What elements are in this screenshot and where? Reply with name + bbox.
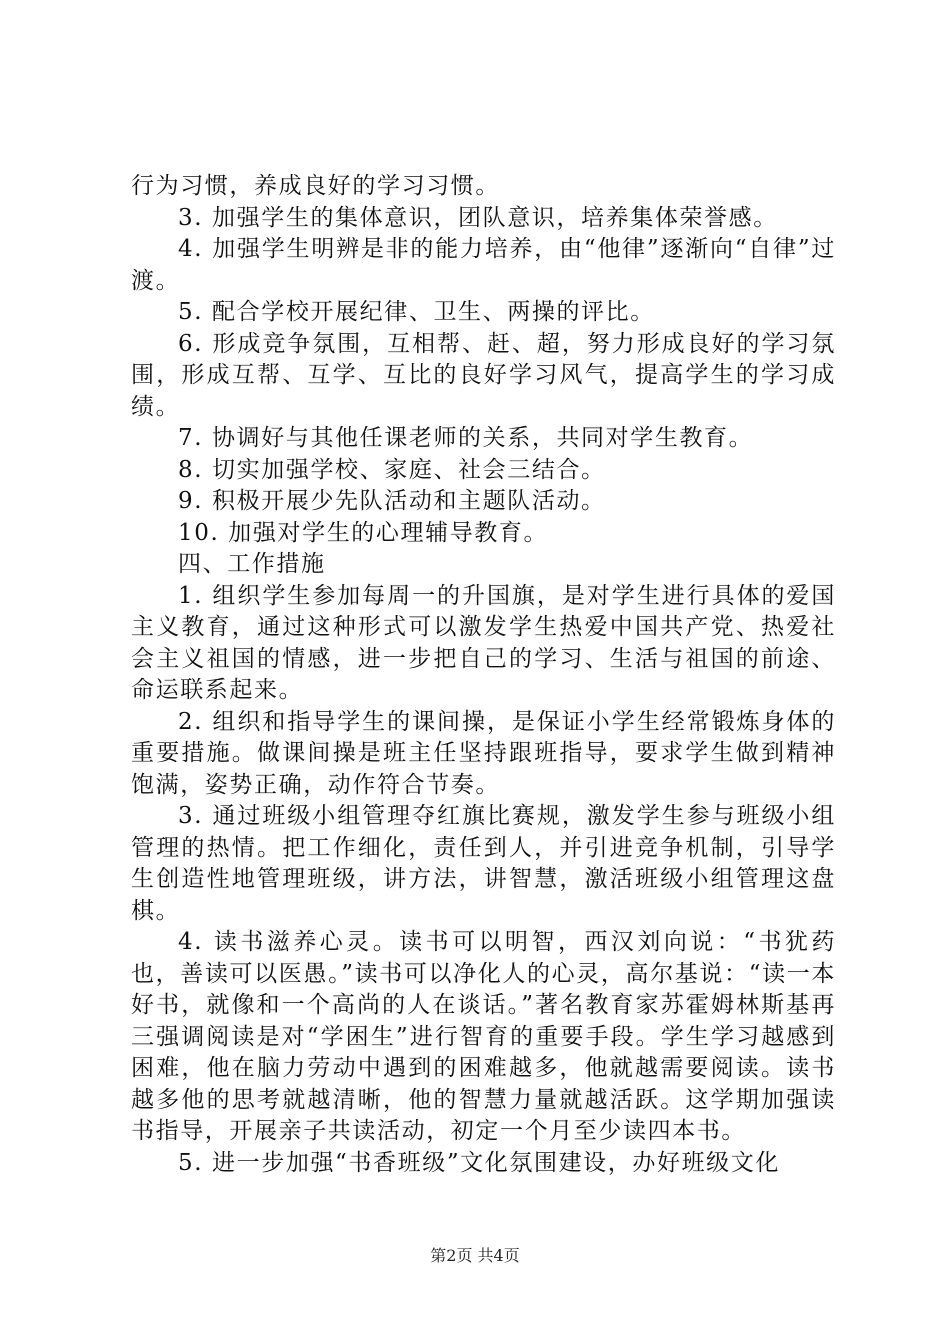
paragraph-item-7: 7. 协调好与其他任课老师的关系，共同对学生教育。 <box>178 425 754 451</box>
paragraph-continuation: 行为习惯，养成良好的学习习惯。 <box>131 173 500 199</box>
page-footer: 第2页 共4页 <box>430 1246 520 1265</box>
measure-item-5: 5. 进一步加强“书香班级”文化氛围建设，办好班级文化 <box>178 1149 780 1176</box>
document-body <box>131 171 836 1179</box>
paragraph-item-4: 4. 加强学生明辨是非的能力培养，由“他律”逐渐向“自律”过渡。 <box>131 236 836 294</box>
measure-item-1: 1. 组织学生参加每周一的升国旗，是对学生进行具体的爱国主义教育，通过这种形式可以激发学生热爱中国共产党、热爱社会主义祖国的情感，进一步把自己的学习、生活与祖国的前途、命运联系起来。 <box>131 582 836 703</box>
measure-item-4: 4. 读书滋养心灵。读书可以明智，西汉刘向说：“书犹药也，善读可以医愚。”读书可以净化人的心灵，高尔基说：“读一本好书，就像和一个高尚的人在谈话。”著名教育家苏霍姆林斯基再三强调阅读是对“学困生”进行智育的重要手段。学生学习越感到困难，他在脑力劳动中遇到的困难越多，他就越需要阅读。读书越多他的思考就越清晰，他的智慧力量就越活跃。这学期加强读书指导，开展亲子共读活动，初定一个月至少读四本书。 <box>131 929 836 1144</box>
paragraph-item-10: 10. 加强对学生的心理辅导教育。 <box>178 519 549 546</box>
measure-item-3: 3. 通过班级小组管理夺红旗比赛规，激发学生参与班级小组管理的热情。把工作细化，责任到人，并引进竞争机制，引导学生创造性地管理班级，讲方法，讲智慧，激活班级小组管理这盘棋。 <box>131 803 836 924</box>
paragraph-item-8: 8. 切实加强学校、家庭、社会三结合。 <box>178 456 606 483</box>
section-heading: 四、工作措施 <box>178 551 326 577</box>
paragraph-item-9: 9. 积极开展少先队活动和主题队活动。 <box>178 488 606 514</box>
paragraph-item-3: 3. 加强学生的集体意识，团队意识，培养集体荣誉感。 <box>178 204 778 231</box>
paragraph-item-6: 6. 形成竞争氛围，互相帮、赶、超，努力形成良好的学习氛围，形成互帮、互学、互比的良好学习风气，提高学生的学习成绩。 <box>131 330 836 420</box>
paragraph-item-5: 5. 配合学校开展纪律、卫生、两操的评比。 <box>178 299 655 325</box>
measure-item-2: 2. 组织和指导学生的课间操，是保证小学生经常锻炼身体的重要措施。做课间操是班主任坚持跟班指导，要求学生做到精神饱满，姿势正确，动作符合节奏。 <box>131 708 836 798</box>
